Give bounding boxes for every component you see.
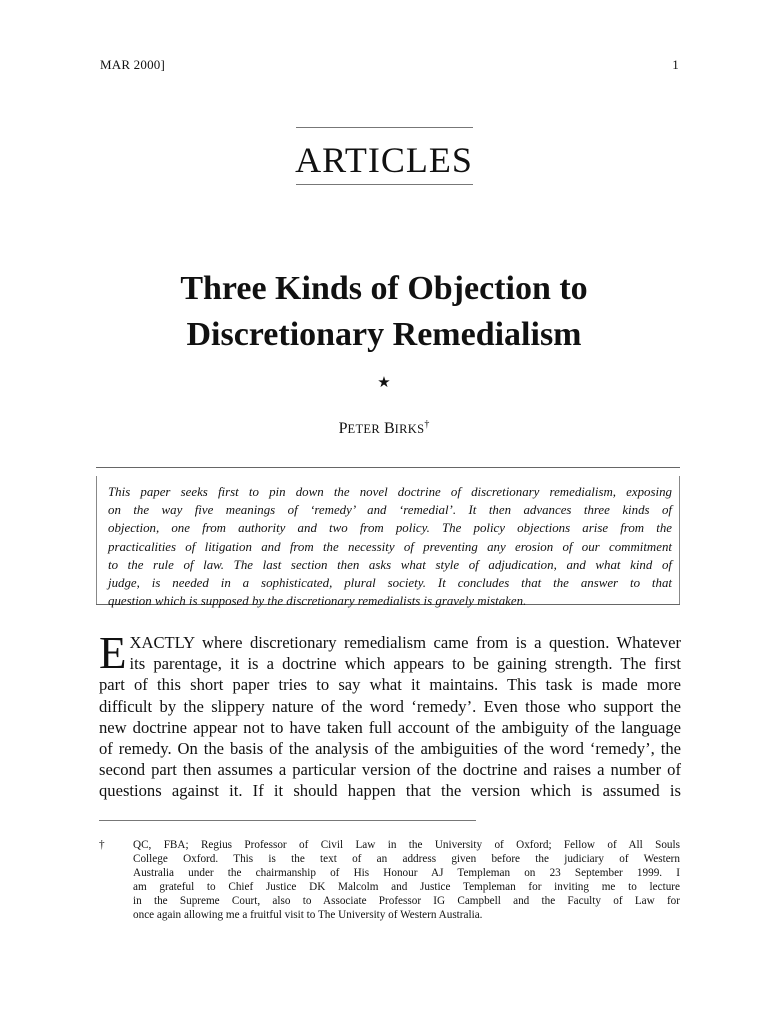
body-line: its parentage, it is a doctrine which appears to be gaining strength. The first bbox=[129, 654, 681, 674]
article-title bbox=[0, 266, 768, 358]
body-line: part of this short paper tries to say what it maintains. This task is made more bbox=[99, 675, 681, 695]
footnote-text bbox=[133, 839, 680, 922]
title-line-2: Discretionary Remedialism bbox=[186, 316, 582, 353]
footnote-line: QC, FBA; Regius Professor of Civil Law in the University of Oxford; Fellow of All Souls bbox=[133, 839, 680, 851]
abstract bbox=[108, 483, 672, 610]
footnote-line: am grateful to Chief Justice DK Malcolm and Justice Templeman for inviting me to lecture bbox=[133, 880, 680, 893]
journal-date: MAR 2000] bbox=[100, 57, 165, 72]
body-line: difficult by the slippery nature of the word ‘remedy’. Even those who support the bbox=[99, 696, 681, 716]
footnote-line: Australia under the chairmanship of His Honour AJ Templeman on 23 September 1999. I bbox=[133, 866, 680, 879]
top-rule bbox=[296, 127, 473, 128]
running-head bbox=[100, 57, 679, 73]
footnote-line: once again allowing me a fruitful visit to The University of Western Australia. bbox=[133, 908, 483, 921]
abstract-box bbox=[96, 467, 680, 609]
abstract-line: on the way five meanings of ‘remedy’ and ‘remedial’. It then advances three kinds of bbox=[108, 503, 672, 518]
body-line: of remedy. On the basis of the analysis of the ambiguities of the word ‘remedy’, the bbox=[99, 739, 681, 759]
footnote-mark: † bbox=[99, 839, 105, 851]
abstract-line: to the rule of law. The last section then asks what style of adjudication, and what kind of bbox=[108, 557, 672, 572]
bottom-rule bbox=[296, 184, 473, 185]
abstract-line: question which is supposed by the discretionary remedialists is gravely mistaken. bbox=[108, 594, 527, 609]
abstract-line: objection, one from authority and two from policy. The policy objections arise from the bbox=[108, 521, 672, 536]
footnote-rule bbox=[99, 820, 476, 821]
body-line: questions against it. If it should happen that the version which is assumed is bbox=[99, 781, 681, 801]
abstract-line: judge, is needed in a sophisticated, plural society. It concludes that the answer to that bbox=[108, 576, 672, 591]
title-line-1: Three Kinds of Objection to bbox=[180, 270, 588, 307]
footnote-line: in the Supreme Court, also to Associate Professor IG Campbell and the Faculty of Law for bbox=[133, 894, 680, 907]
page-number: 1 bbox=[672, 57, 679, 72]
body-line: second part then assumes a particular version of the doctrine and raises a number of bbox=[99, 760, 681, 780]
body-text bbox=[99, 628, 681, 802]
body-line: new doctrine appear not to have taken full account of the ambiguity of the language bbox=[99, 717, 681, 737]
body-line: XACTLY where discretionary remedialism came from is a question. Whatever bbox=[129, 633, 681, 652]
section-title: ARTICLES bbox=[295, 140, 473, 180]
drop-cap: E bbox=[99, 628, 127, 678]
footnote-line: College Oxford. This is the text of an address given before the judiciary of Western bbox=[133, 852, 680, 865]
abstract-line: This paper seeks first to pin down the novel doctrine of discretionary remedialism, exposing bbox=[108, 485, 672, 499]
author-footnote-mark: † bbox=[424, 419, 430, 430]
author-name: PETER BIRKS† bbox=[338, 419, 430, 437]
abstract-line: practicalities of litigation and from the necessity of preventing any erosion of our commitment bbox=[108, 539, 672, 554]
star-ornament: ★ bbox=[377, 375, 391, 391]
